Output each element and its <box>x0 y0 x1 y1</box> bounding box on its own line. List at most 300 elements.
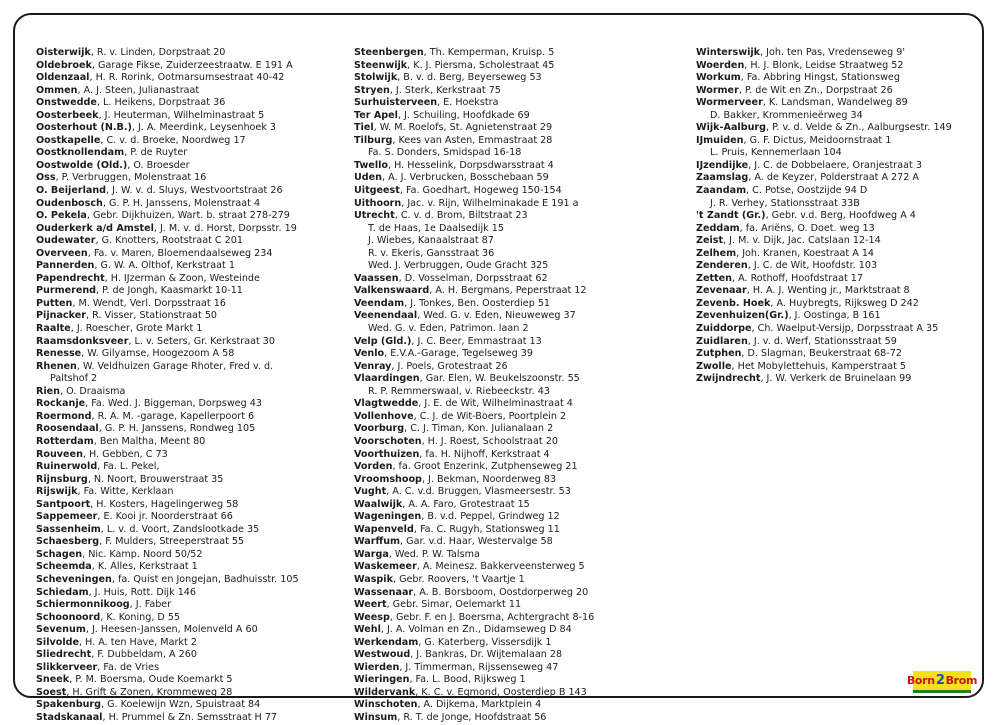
dealer-entry <box>696 85 952 98</box>
dealer-entry <box>36 474 299 487</box>
dealer-details: , J. M. v. d. Horst, Dorpsstr. 19 <box>153 222 297 234</box>
directory-column-2 <box>354 47 594 725</box>
dealer-details: , K. J. Piersma, Scholestraat 45 <box>407 59 555 71</box>
dealer-entry <box>354 85 594 98</box>
dealer-entry <box>354 599 594 612</box>
place-name: Rijswijk <box>36 486 78 498</box>
place-name: Weesp <box>354 611 390 623</box>
place-name: Wildervank <box>354 686 416 698</box>
dealer-details: , H. J. Blonk, Leidse Straatweg 52 <box>744 59 904 71</box>
place-name: Rotterdam <box>36 435 94 447</box>
place-name: Werkendam <box>354 636 419 648</box>
dealer-details: , H. R. Rorink, Ootmarsumsestraat 40-42 <box>89 72 285 84</box>
dealer-entry <box>354 499 594 512</box>
dealer-entry <box>696 210 952 223</box>
place-name: Waskemeer <box>354 561 417 573</box>
dealer-entry-continuation: R. P. Remmerswaal, v. Riebeeckstr. 43 <box>368 385 550 397</box>
dealer-details: , B. v.d. Peppel, Grindweg 12 <box>421 511 560 523</box>
dealer-details: , Kees van Asten, Emmastraat 28 <box>392 134 553 146</box>
dealer-details: , W. Veldhuizen Garage Rhoter, Fred v. d. <box>76 360 274 372</box>
dealer-details: , K. Landsman, Wandelweg 89 <box>762 97 908 109</box>
place-name: Stryen <box>354 84 390 96</box>
dealer-entry <box>36 361 299 374</box>
place-name: Ruinerwold <box>36 461 98 473</box>
dealer-details: , Jac. v. Rijn, Wilhelminakade E 191 a <box>401 197 579 209</box>
dealer-entry <box>354 486 594 499</box>
dealer-entry <box>36 285 299 298</box>
dealer-details: , G. W. A. Olthof, Kerkstraat 1 <box>94 260 235 272</box>
dealer-details: , J. Heuterman, Wilhelminastraat 5 <box>98 109 265 121</box>
dealer-entry <box>36 298 299 311</box>
place-name: Rockanje <box>36 398 86 410</box>
dealer-details: , H. Hesselink, Dorpsdwarsstraat 4 <box>388 159 554 171</box>
dealer-details: , H. A. J. Wenting jr., Marktstraat 8 <box>746 285 910 297</box>
place-name: Vollenhove <box>354 410 414 422</box>
place-name: Valkenswaard <box>354 285 430 297</box>
place-name: Velp (Gld.) <box>354 335 412 347</box>
place-name: Wehl <box>354 624 381 636</box>
dealer-details: , W. M. Roelofs, St. Agnietenstraat 29 <box>373 122 553 134</box>
dealer-entry <box>354 273 594 286</box>
dealer-details: , fa. Groot Enzerink, Zutphenseweg 21 <box>392 461 578 473</box>
dealer-entry <box>36 386 299 399</box>
dealer-details: , J. A. Volman en Zn., Didamseweg D 84 <box>380 624 572 636</box>
dealer-entry <box>354 637 594 650</box>
dealer-entry-continuation: Fa. S. Donders, Smidspad 16-18 <box>368 147 522 159</box>
dealer-entry-continuation: J. R. Verhey, Stationsstraat 33B <box>710 197 860 209</box>
dealer-entry <box>354 474 594 487</box>
place-name: Venray <box>354 360 392 372</box>
dealer-details: , J. Bankras, Dr. Wijtemalaan 28 <box>410 649 563 661</box>
dealer-entry <box>354 436 594 449</box>
dealer-details: , Fa. L. Pekel, <box>97 461 160 473</box>
dealer-entry <box>36 122 299 135</box>
dealer-details: , J. Poels, Grotestraat 26 <box>391 360 508 372</box>
dealer-details: , C. Potse, Oostzijde 94 D <box>746 185 868 197</box>
dealer-details: , Fa. Goedhart, Hogeweg 150-154 <box>399 185 562 197</box>
dealer-details: , A. Rothoff, Hoofdstraat 17 <box>731 272 864 284</box>
dealer-details: , B. v. d. Berg, Beyerseweg 53 <box>397 72 542 84</box>
dealer-entry <box>36 310 299 323</box>
dealer-details: , C. v. d. Broeke, Noordweg 17 <box>100 134 246 146</box>
place-name: Veendam <box>354 297 405 309</box>
place-name: Zuiddorpe <box>696 323 752 335</box>
place-name: Oosterbeek <box>36 109 99 121</box>
dealer-details: , R. A. M. -garage, Kapellerpoort 6 <box>91 410 255 422</box>
dealer-entry <box>36 436 299 449</box>
dealer-details: , J. Heesen-Janssen, Molenveld A 60 <box>85 624 258 636</box>
dealer-details: , P. de Wit en Zn., Dorpstraat 26 <box>738 84 893 96</box>
dealer-entry <box>354 561 594 574</box>
dealer-details: , H. A. ten Have, Markt 2 <box>79 636 197 648</box>
place-name: Zevenaar <box>696 285 747 297</box>
dealer-entry <box>36 85 299 98</box>
dealer-details: , Wed. G. v. Eden, Nieuweweg 37 <box>417 310 576 322</box>
dealer-entry <box>696 223 952 236</box>
dealer-details: , R. v. Linden, Dorpstraat 20 <box>90 47 226 58</box>
dealer-entry <box>696 172 952 185</box>
dealer-entry <box>36 235 299 248</box>
directory-column-1 <box>36 47 299 725</box>
place-name: Voorburg <box>354 423 405 435</box>
place-name: Wijk-Aalburg <box>696 122 767 134</box>
dealer-entry <box>36 97 299 110</box>
dealer-entry <box>696 336 952 349</box>
place-name: Vaassen <box>354 272 399 284</box>
dealer-details: , R. T. de Jonge, Hoofdstraat 56 <box>397 711 547 723</box>
dealer-entry <box>36 60 299 73</box>
dealer-entry <box>36 336 299 349</box>
place-name: Zevenb. Hoek <box>696 297 771 309</box>
dealer-details: , Fa. de Vries <box>97 661 160 673</box>
dealer-entry <box>354 699 594 712</box>
dealer-details: , Ch. Waelput-Versijp, Dorpsstraat A 35 <box>751 323 939 335</box>
dealer-details: , A. de Keyzer, Polderstraat A 272 A <box>748 172 919 184</box>
place-name: Warga <box>354 548 389 560</box>
dealer-details: , A. H. Bergmans, Peperstraat 12 <box>429 285 587 297</box>
place-name: Wieringen <box>354 674 410 686</box>
place-name: Sappemeer <box>36 511 98 523</box>
dealer-details: , A. A. Faro, Grotestraat 15 <box>402 498 530 510</box>
dealer-entry <box>354 122 594 135</box>
dealer-details: , J. E. de Wit, Wilhelminastraat 4 <box>418 398 573 410</box>
dealer-details: , Wed. P. W. Talsma <box>388 548 480 560</box>
dealer-entry <box>354 373 594 386</box>
dealer-entry <box>354 336 594 349</box>
place-name: Ter Apel <box>354 109 398 121</box>
dealer-entry <box>354 674 594 687</box>
dealer-details: , J. Roescher, Grote Markt 1 <box>70 323 203 335</box>
dealer-entry <box>354 687 594 700</box>
dealer-entry <box>36 423 299 436</box>
dealer-entry <box>36 172 299 185</box>
dealer-details: , A. J. Verbrucken, Bosschebaan 59 <box>382 172 549 184</box>
dealer-details: , H. Grift & Zonen, Krommeweg 28 <box>66 686 233 698</box>
place-name: Voorschoten <box>354 435 422 447</box>
dealer-entry <box>696 122 952 135</box>
dealer-entry <box>354 511 594 524</box>
dealer-entry <box>354 662 594 675</box>
dealer-entry <box>36 549 299 562</box>
dealer-entry <box>696 72 952 85</box>
dealer-details: , Joh. ten Pas, Vredenseweg 9' <box>760 47 905 58</box>
dealer-entry <box>36 612 299 625</box>
dealer-entry <box>696 310 952 323</box>
dealer-entry <box>36 273 299 286</box>
dealer-details: , Garage Fikse, Zuiderzeestraatw. E 191 A <box>91 59 293 71</box>
dealer-details: , J. W. Verkerk de Bruinelaan 99 <box>760 373 912 385</box>
dealer-entry <box>36 248 299 261</box>
dealer-entry <box>696 373 952 386</box>
dealer-entry <box>36 198 299 211</box>
dealer-entry <box>696 160 952 173</box>
dealer-entry <box>354 210 594 223</box>
dealer-details: , Fa. v. Maren, Bloemendaalseweg 234 <box>87 247 273 259</box>
dealer-entry <box>354 587 594 600</box>
dealer-details: , fa. H. Nijhoff, Kerkstraat 4 <box>419 448 550 460</box>
dealer-details: , E.V.A.-Garage, Tegelseweg 39 <box>384 348 533 360</box>
place-name: Uden <box>354 172 382 184</box>
dealer-details: , D. Slagman, Beukerstraat 68-72 <box>741 348 902 360</box>
place-name: Rijnsburg <box>36 473 88 485</box>
dealer-entry <box>36 499 299 512</box>
dealer-entry <box>696 361 952 374</box>
place-name: Spakenburg <box>36 699 102 711</box>
dealer-entry <box>36 348 299 361</box>
place-name: Woerden <box>696 59 745 71</box>
place-name: Zwijndrecht <box>696 373 761 385</box>
dealer-details: , J. Faber <box>129 599 172 611</box>
dealer-details: , Fa. C. Rugyh, Stationsweg 11 <box>413 523 560 535</box>
place-name: Oostknollendam <box>36 147 125 159</box>
dealer-details: , D. Vosselman, Dorpsstraat 62 <box>398 272 548 284</box>
dealer-entry <box>36 712 299 725</box>
dealer-entry <box>36 398 299 411</box>
dealer-details: , J. v. d. Werf, Stationsstraat 59 <box>747 335 897 347</box>
place-name: Schagen <box>36 548 83 560</box>
dealer-entry-continuation: Paltshof 2 <box>50 373 98 385</box>
dealer-details: , K. Alles, Kerkstraat 1 <box>91 561 198 573</box>
dealer-details: , G. F. Dictus, Meidoornstraat 1 <box>743 134 892 146</box>
dealer-details: , C. J. de Wit-Boers, Poortplein 2 <box>413 410 567 422</box>
logo-text-brom: Brom <box>945 674 978 687</box>
dealer-entry <box>696 260 952 273</box>
logo-text-born: Born <box>906 674 935 687</box>
dealer-entry <box>696 60 952 73</box>
dealer-details: , fa. Ariëns, O. Doet. weg 13 <box>739 222 875 234</box>
place-name: Zevenhuizen(Gr.) <box>696 310 789 322</box>
place-name: Sassenheim <box>36 523 101 535</box>
dealer-entry <box>354 411 594 424</box>
place-name: Twello <box>354 159 389 171</box>
dealer-entry <box>36 185 299 198</box>
place-name: Zuidlaren <box>696 335 748 347</box>
place-name: Vught <box>354 486 387 498</box>
place-name: Waspik <box>354 573 393 585</box>
place-name: Schiedam <box>36 586 89 598</box>
dealer-entry <box>36 649 299 662</box>
place-name: Westwoud <box>354 649 411 661</box>
dealer-entry <box>36 486 299 499</box>
place-name: Oosterhout (N.B.) <box>36 122 132 134</box>
place-name: Schiermonnikoog <box>36 599 130 611</box>
dealer-entry <box>36 323 299 336</box>
dealer-entry <box>36 449 299 462</box>
dealer-details: , Het Mobylettehuis, Kamperstraat 5 <box>731 360 907 372</box>
dealer-entry <box>36 687 299 700</box>
place-name: Ommen <box>36 84 78 96</box>
dealer-details: , Gebr. F. en J. Boersma, Achtergracht 8-16 <box>389 611 595 623</box>
dealer-details: , J. C. de Dobbelaere, Oranjestraat 3 <box>748 159 922 171</box>
dealer-entry <box>354 285 594 298</box>
place-name: Vroomshoop <box>354 473 422 485</box>
dealer-details: , P. de Ruyter <box>124 147 188 159</box>
dealer-entry <box>696 235 952 248</box>
dealer-details: , H. Kosters, Hagelingerweg 58 <box>90 498 239 510</box>
dealer-details: , J. C. Beer, Emmastraat 13 <box>411 335 542 347</box>
dealer-details: , H. Prummel & Zn. Semsstraat H 77 <box>102 711 278 723</box>
dealer-entry <box>696 97 952 110</box>
dealer-details: , G. P. H. Janssens, Rondweg 105 <box>98 423 256 435</box>
dealer-entry <box>354 649 594 662</box>
dealer-details: , E. Kooi jr. Noorderstraat 66 <box>97 511 233 523</box>
place-name: Steenwijk <box>354 59 408 71</box>
dealer-details: , P. de Jongh, Kaasmarkt 10-11 <box>96 285 243 297</box>
place-name: Wierden <box>354 661 400 673</box>
dealer-entry <box>696 348 952 361</box>
place-name: Santpoort <box>36 498 91 510</box>
place-name: Zeist <box>696 235 724 247</box>
dealer-entry <box>354 398 594 411</box>
place-name: Sevenum <box>36 624 86 636</box>
dealer-entry-continuation: J. Wiebes, Kanaalstraat 87 <box>368 235 494 247</box>
dealer-details: , fa. Quist en Jongejan, Badhuisstr. 105 <box>111 573 299 585</box>
place-name: Zetten <box>696 272 732 284</box>
dealer-details: , Th. Kemperman, Kruisp. 5 <box>423 47 555 58</box>
place-name: Winschoten <box>354 699 418 711</box>
dealer-entry <box>696 323 952 336</box>
dealer-entry <box>36 699 299 712</box>
place-name: O. Pekela <box>36 210 87 222</box>
dealer-details: , A. B. Borsboom, Oostdorperweg 20 <box>413 586 589 598</box>
place-name: Scheveningen <box>36 573 112 585</box>
dealer-entry <box>354 449 594 462</box>
dealer-details: , G. Katerberg, Vissersdijk 1 <box>418 636 552 648</box>
dealer-entry <box>36 637 299 650</box>
place-name: Stolwijk <box>354 72 398 84</box>
dealer-entry <box>354 574 594 587</box>
place-name: Oss <box>36 172 56 184</box>
place-name: Steenbergen <box>354 47 424 58</box>
dealer-entry <box>354 524 594 537</box>
place-name: Roosendaal <box>36 423 99 435</box>
place-name: Voorthuizen <box>354 448 420 460</box>
dealer-entry <box>36 587 299 600</box>
dealer-entry <box>354 712 594 725</box>
dealer-entry <box>36 160 299 173</box>
dealer-details: , J. C. de Wit, Hoofdstr. 103 <box>747 260 878 272</box>
dealer-details: , L. Heikens, Dorpstraat 36 <box>96 97 226 109</box>
dealer-entry-continuation: T. de Haas, 1e Daalsedijk 15 <box>368 222 504 234</box>
dealer-details: , P. Verbruggen, Molenstraat 16 <box>55 172 207 184</box>
dealer-details: , P. M. Boersma, Oude Koemarkt 5 <box>69 674 233 686</box>
place-name: Oudenbosch <box>36 197 103 209</box>
dealer-entry <box>36 524 299 537</box>
place-name: Pijnacker <box>36 310 86 322</box>
dealer-entry <box>354 97 594 110</box>
place-name: Oldenzaal <box>36 72 90 84</box>
dealer-details: , N. Noort, Brouwerstraat 35 <box>87 473 224 485</box>
place-name: Rien <box>36 385 61 397</box>
dealer-entry <box>354 185 594 198</box>
dealer-details: , Fa. Witte, Kerklaan <box>77 486 174 498</box>
dealer-details: , J. Schuiling, Hoofdkade 69 <box>397 109 530 121</box>
dealer-entry <box>354 348 594 361</box>
dealer-details: , G. P. H. Janssens, Molenstraat 4 <box>102 197 261 209</box>
place-name: Purmerend <box>36 285 97 297</box>
dealer-entry-continuation: D. Bakker, Krommenieërweg 34 <box>710 109 863 121</box>
dealer-entry-continuation: R. v. Ekeris, Gansstraat 36 <box>368 247 495 259</box>
dealer-details: , R. Visser, Stationstraat 50 <box>85 310 218 322</box>
dealer-entry <box>696 135 952 148</box>
dealer-details: , F. Mulders, Streeperstraat 55 <box>99 536 245 548</box>
dealer-details: , G. Knotters, Rootstraat C 201 <box>95 235 243 247</box>
dealer-details: , A. Huybregts, Rijksweg D 242 <box>770 297 919 309</box>
dealer-details: , J. Oostinga, B 161 <box>788 310 881 322</box>
dealer-entry <box>354 47 594 60</box>
dealer-entry <box>354 310 594 323</box>
place-name: Uithoorn <box>354 197 402 209</box>
place-name: Surhuisterveen <box>354 97 438 109</box>
dealer-details: , C. v. d. Brom, Biltstraat 23 <box>394 210 528 222</box>
dealer-details: , J. M. v. Dijk, Jac. Catslaan 12-14 <box>723 235 881 247</box>
place-name: Tilburg <box>354 134 393 146</box>
place-name: Zwolle <box>696 360 732 372</box>
dealer-entry <box>354 160 594 173</box>
place-name: Wormer <box>696 84 739 96</box>
dealer-details: , Gar. v.d. Haar, Westervalge 58 <box>400 536 553 548</box>
dealer-details: , O. Broesder <box>127 159 190 171</box>
dealer-details: , J. A. Meerdink, Leysenhoek 3 <box>131 122 277 134</box>
dealer-entry <box>36 599 299 612</box>
place-name: Winsum <box>354 711 398 723</box>
dealer-entry <box>696 285 952 298</box>
dealer-entry <box>36 511 299 524</box>
place-name: Soest <box>36 686 67 698</box>
dealer-details: , J. Tonkes, Ben. Oosterdiep 51 <box>404 297 551 309</box>
logo-text-2: 2 <box>935 673 945 688</box>
place-name: Papendrecht <box>36 272 105 284</box>
dealer-details: , Gebr. Simar, Oelemarkt 11 <box>386 599 522 611</box>
dealer-entry <box>36 135 299 148</box>
place-name: Oudewater <box>36 235 96 247</box>
dealer-details: , A. C. v.d. Bruggen, Vlasmeersestr. 53 <box>386 486 571 498</box>
dealer-details: , J. Huis, Rott. Dijk 146 <box>88 586 197 598</box>
dealer-details: , F. Dubbeldam, A 260 <box>91 649 197 661</box>
place-name: Vorden <box>354 461 393 473</box>
dealer-entry <box>696 248 952 261</box>
dealer-entry <box>36 662 299 675</box>
place-name: Sneek <box>36 674 70 686</box>
place-name: Rhenen <box>36 360 77 372</box>
dealer-details: , Fa. L. Bood, Rijksweg 1 <box>409 674 526 686</box>
dealer-entry-continuation: L. Pruis, Kennemerlaan 104 <box>710 147 842 159</box>
dealer-details: , K. C. v. Egmond, Oosterdiep B 143 <box>415 686 587 698</box>
dealer-entry <box>354 536 594 549</box>
born2brom-logo[interactable] <box>906 671 978 693</box>
dealer-details: , Ben Maltha, Meent 80 <box>93 435 206 447</box>
dealer-entry <box>354 361 594 374</box>
place-name: Oisterwijk <box>36 47 91 58</box>
dealer-details: , W. Gilyamse, Hoogezoom A 58 <box>81 348 235 360</box>
dealer-details: , O. Draaisma <box>60 385 126 397</box>
dealer-details: , H. IJzerman & Zoon, Westeinde <box>104 272 260 284</box>
dealer-entry <box>696 47 952 60</box>
dealer-entry <box>696 185 952 198</box>
dealer-entry <box>36 674 299 687</box>
dealer-entry <box>354 612 594 625</box>
dealer-entry <box>36 72 299 85</box>
place-name: Silvolde <box>36 636 79 648</box>
place-name: Utrecht <box>354 210 395 222</box>
dealer-details: , E. Hoekstra <box>437 97 499 109</box>
directory-column-3 <box>696 47 952 386</box>
dealer-details: , A. J. Steen, Julianastraat <box>77 84 200 96</box>
place-name: Zaandam <box>696 185 747 197</box>
dealer-details: , L. v. Seters, Gr. Kerkstraat 30 <box>128 335 275 347</box>
place-name: Onstwedde <box>36 97 97 109</box>
dealer-details: , Nic. Kamp. Noord 50/52 <box>82 548 203 560</box>
